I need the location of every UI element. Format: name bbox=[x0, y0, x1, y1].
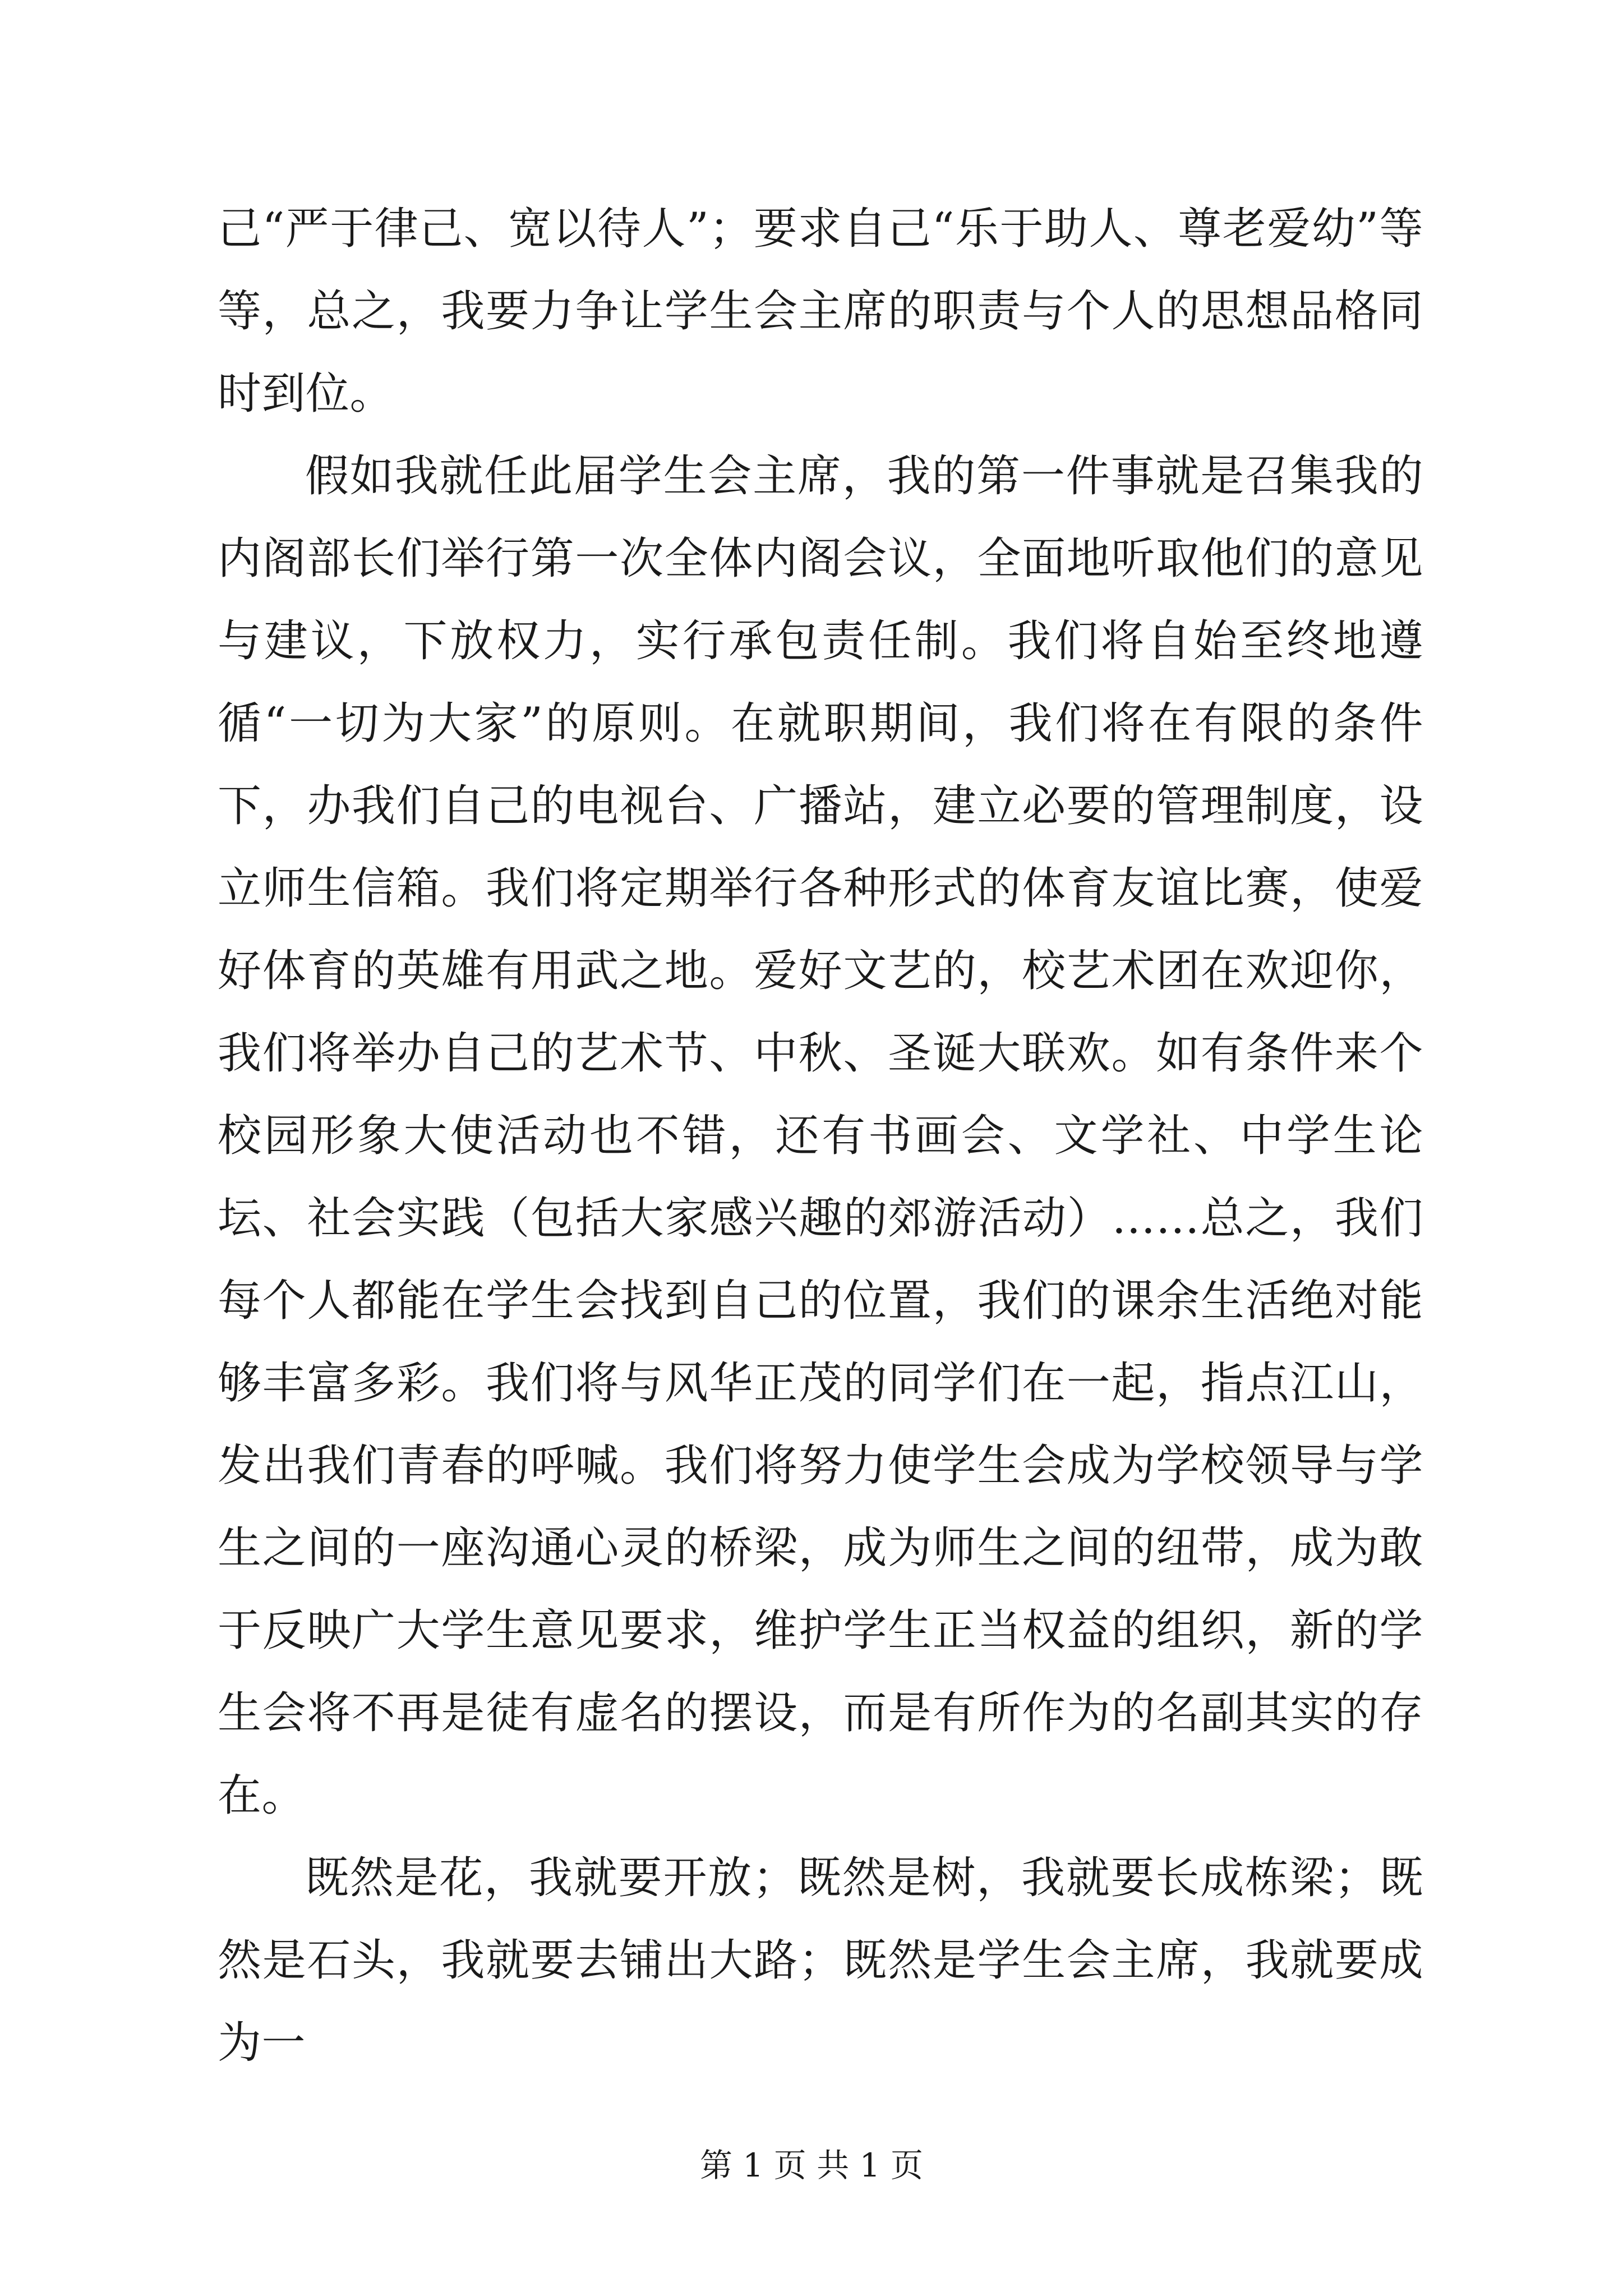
paragraph-plans: 假如我就任此届学生会主席，我的第一件事就是召集我的内阁部长们举行第一次全体内阁会议，全面地听取他们的意见与建议，下放权力，实行承包责任制。我们将自始至终地遵循“一切为大家”的原则。在就职期间，我们将在有限的条件下，办我们自己的电视台、广播站，建立必要的管理制度，设立师生信箱。我们将定期举行各种形式的体育友谊比赛，使爱好体育的英雄有用武之地。爱好文艺的，校艺术团在欢迎你，我们将举办自己的艺术节、中秋、圣诞大联欢。如有条件来个校园形象大使活动也不错，还有书画会、文学社、中学生论坛、社会实践（包括大家感兴趣的郊游活动）……总之，我们每个人都能在学生会找到自己的位置，我们的课余生活绝对能够丰富多彩。我们将与风华正茂的同学们在一起，指点江山，发出我们青春的呼喊。我们将努力使学生会成为学校领导与学生之间的一座沟通心灵的桥梁，成为师生之间的纽带，成为敢于反映广大学生意见要求，维护学生正当权益的组织，新的学生会将不再是徒有虚名的摆设，而是有所作为的名副其实的存在。 bbox=[218, 451, 1423, 1821]
paragraph-closing: 既然是花，我就要开放；既然是树，我就要长成栋梁；既然是石头，我就要去铺出大路；既然是学生会主席，我就要成为一 bbox=[218, 1853, 1423, 2068]
document-body bbox=[218, 188, 1423, 2085]
page-footer: 第 1 页 共 1 页 bbox=[700, 2146, 923, 2184]
paragraph-continuation: 己“严于律己、宽以待人”；要求自己“乐于助人、尊老爱幼”等等，总之，我要力争让学生会主席的职责与个人的思想品格同时到位。 bbox=[218, 204, 1423, 419]
